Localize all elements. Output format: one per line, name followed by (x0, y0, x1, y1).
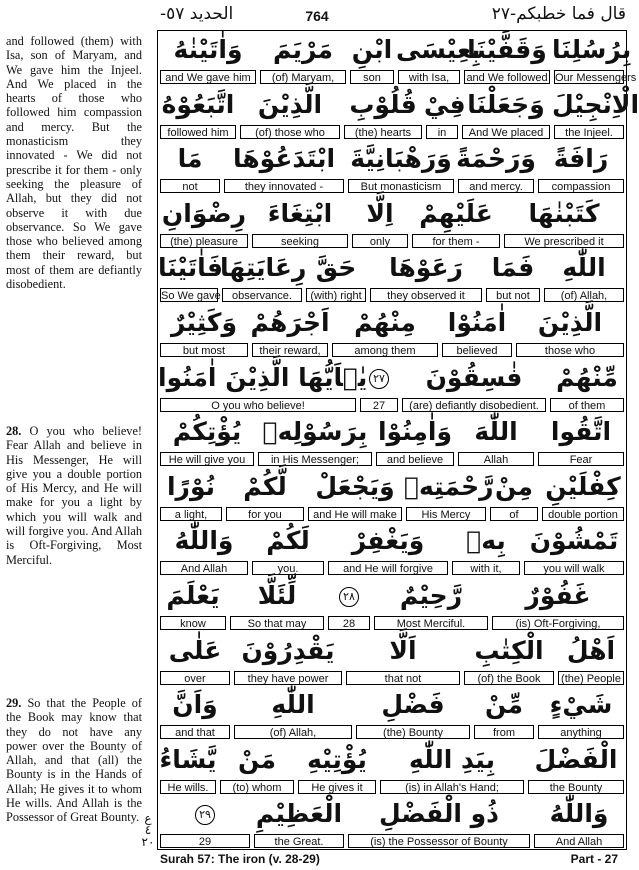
english-gloss: O you who believe! (160, 398, 356, 412)
arabic-word: وَاٰتَيْنٰهُ (173, 35, 243, 64)
arabic-word: مِّنْ (485, 690, 523, 720)
arabic-word: وَاَنَّ (172, 690, 218, 720)
arabic-word: وَيَغْفِرْ (351, 526, 425, 556)
page-footer (160, 852, 626, 868)
arabic-word: لَّكُمْ (243, 471, 287, 501)
word-row (158, 741, 626, 796)
english-gloss: the Great. (254, 834, 344, 848)
arabic-word: بِرُسُلِنَا (552, 35, 632, 64)
english-gloss: not (160, 179, 220, 193)
arabic-word: بِيَدِ اللّٰهِ (408, 744, 496, 774)
english-gloss: with Isa, (398, 70, 460, 84)
arabic-word: قُلُوْبِ (349, 89, 417, 119)
arabic-word: ابْتِغَاءَ (267, 198, 333, 228)
arabic-word: مِنْهُمْ (354, 308, 416, 337)
word-row (158, 413, 626, 468)
arabic-word: مَنْ (238, 744, 276, 774)
english-gloss: (is) in Allah's Hand; (380, 780, 524, 794)
arabic-word: الَّذِيْنَ (537, 308, 603, 337)
verse-marker: ٢٩ (195, 805, 215, 825)
footer-part: Part - 27 (570, 852, 618, 866)
english-gloss: 27 (360, 398, 398, 412)
arabic-word: الَّذِيْنَ (257, 89, 323, 119)
arabic-word: اَهْلُ (566, 635, 616, 665)
translation-paragraph: and followed (them) with Isa, son of Maryam, and We gave him the Injeel. And We placed in the hearts of those who followed him compassion and mercy. But the monasticism they innovated - We did not prescribe it for them - only seeking the pleasure of Allah, but they did not observe it with due observance. So We gave those who believed among them their reward, but most of them are defiantly disobedient. (6, 34, 142, 292)
word-row (158, 359, 626, 414)
english-gloss: (is) Oft-Forgiving, (492, 616, 624, 630)
arabic-word: يٰۤاَيُّهَا الَّذِيْنَ اٰمَنُوا (158, 362, 368, 392)
arabic-word: اتَّبَعُوْهُ (161, 89, 235, 119)
word-row (158, 140, 626, 195)
english-gloss: Fear (538, 452, 624, 466)
word-row (158, 632, 626, 687)
translation-block-29 (6, 696, 142, 825)
english-gloss: And We placed (462, 125, 550, 139)
english-gloss: (are) defiantly disobedient. (402, 398, 546, 412)
english-gloss: believed (442, 343, 512, 357)
english-gloss: (of) Allah, (544, 288, 624, 302)
word-by-word-grid (157, 30, 639, 850)
arabic-word: يَقْدِرُوْنَ (241, 635, 335, 665)
verse-marker: ٢٧ (369, 369, 389, 389)
arabic-word: كِفْلَيْنِ (545, 471, 621, 501)
english-gloss: of (490, 507, 538, 521)
arabic-word: الْاِنْجِيْلَ (552, 89, 639, 119)
english-gloss: His Mercy (406, 507, 486, 521)
english-gloss: Allah (458, 452, 534, 466)
english-gloss: know (160, 616, 226, 630)
english-gloss: anything (538, 725, 624, 739)
verse-number: 29. (6, 696, 22, 710)
arabic-word: اللّٰهَ (474, 417, 518, 447)
arabic-word: فَاٰتَيْنَا (158, 253, 223, 283)
english-gloss: He will give you (160, 452, 254, 466)
english-gloss: with it, (452, 561, 520, 575)
english-gloss: (the) People (558, 671, 624, 685)
arabic-word: فِيْ (424, 89, 466, 119)
arabic-word: رَافَةً (553, 144, 609, 174)
word-row (158, 522, 626, 577)
arabic-word: ابْتَدَعُوْهَا (232, 144, 336, 174)
english-gloss: observance. (222, 288, 302, 302)
english-gloss: from (474, 725, 534, 739)
arabic-word: بِرَسُوْلِهٖ (262, 417, 368, 447)
arabic-word: رَّحْمَتِهٖ (404, 471, 494, 501)
page-number: 764 (305, 8, 329, 24)
english-gloss: for them - (412, 234, 500, 248)
english-gloss: Most Merciful. (374, 616, 488, 630)
arabic-word: وَاٰمِنُوْا (377, 417, 453, 447)
english-gloss: among them (332, 343, 438, 357)
arabic-word: يُؤْتِيْهِ (307, 744, 367, 774)
arabic-word: رَّحِيْمٌ (399, 581, 463, 610)
arabic-word: اِلَّا (366, 198, 394, 228)
arabic-word: الْعَظِيْمِ (255, 799, 343, 829)
arabic-word: الْفَضْلَ (534, 744, 618, 774)
english-gloss: those who (516, 343, 624, 357)
arabic-word: اللّٰهِ (271, 690, 315, 720)
arabic-word: يَعْلَمَ (166, 581, 220, 610)
translation-paragraph: O you who believe! Fear Allah and believe in His Messenger, He will give you a double portion of His Mercy, and He will make for you a light by which you will walk and will forgive you. And Allah is Oft-Forgiving, Most Merciful. (6, 424, 143, 567)
english-gloss: over (160, 671, 230, 685)
english-gloss: (of) those who (240, 125, 340, 139)
english-gloss: He wills. (160, 780, 216, 794)
english-gloss: and that (160, 725, 230, 739)
arabic-word: مَا (177, 144, 203, 174)
english-gloss: seeking (252, 234, 348, 248)
arabic-word: وَرَهْبَانِيَّةَ (350, 144, 452, 174)
arabic-word: عَلٰى (168, 635, 222, 665)
english-gloss: (with) right (306, 288, 366, 302)
english-gloss: son (350, 70, 394, 84)
english-gloss: they innovated - (224, 179, 344, 193)
arabic-word: وَاللّٰهُ (174, 526, 234, 556)
english-gloss: (of) the Book (464, 671, 554, 685)
arabic-word: فَضْلِ (381, 690, 445, 720)
english-gloss: 29 (160, 834, 250, 848)
arabic-word: فَمَا (491, 253, 535, 283)
english-gloss: their reward, (252, 343, 328, 357)
arabic-word: مِنْ (495, 471, 533, 501)
arabic-word: وَكَثِيْرٌ (170, 308, 238, 337)
english-gloss: you. (252, 561, 324, 575)
arabic-word: تَمْشُوْنَ (529, 526, 619, 556)
english-gloss: And Allah (160, 561, 248, 575)
verse-marker: ٢٨ (339, 587, 359, 607)
verse-number: 28. (6, 424, 22, 438)
english-gloss: of them (550, 398, 624, 412)
english-gloss: you will walk (524, 561, 624, 575)
english-gloss: (the) hearts (344, 125, 422, 139)
english-gloss: and believe (376, 452, 454, 466)
arabic-word: رَعَوْهَا (389, 253, 463, 283)
arabic-word: مَرْيَمَ (272, 35, 334, 64)
arabic-word: وَقَفَّيْنَا (467, 35, 547, 64)
arabic-word: ابْنِ (351, 35, 393, 64)
arabic-word: يُؤْتِكُمْ (172, 417, 242, 447)
arabic-word: كَتَبْنٰهَا (528, 198, 600, 228)
english-gloss: (is) the Possessor of Bounty (348, 834, 530, 848)
arabic-word: عَلَيْهِمْ (419, 198, 493, 228)
arabic-word: الْكِتٰبِ (474, 635, 544, 665)
english-gloss: But monasticism (348, 179, 454, 193)
word-row (158, 577, 626, 632)
word-row (158, 86, 639, 141)
english-gloss: followed him (160, 125, 236, 139)
english-gloss: and He will make (308, 507, 402, 521)
arabic-word: لِّئَلَّا (257, 581, 297, 610)
arabic-word: اٰمَنُوْا (447, 308, 507, 337)
word-row (158, 686, 626, 741)
english-gloss: in His Messenger; (258, 452, 372, 466)
ruku-mark: ع ٤ ٢٠ (141, 811, 155, 849)
arabic-word: رِضْوَانِ (161, 198, 247, 228)
arabic-word: اَجْرَهُمْ (250, 308, 330, 337)
english-gloss: (to) whom (220, 780, 294, 794)
arabic-word: بِعِيْسَى (396, 35, 481, 64)
word-row (158, 795, 626, 850)
arabic-word: نُوْرًا (166, 471, 216, 501)
arabic-word: وَرَحْمَةً (456, 144, 536, 174)
english-gloss: but not (486, 288, 540, 302)
english-gloss: the Injeel. (554, 125, 624, 139)
english-gloss: (the) pleasure (160, 234, 248, 248)
english-gloss: Our Messengers (555, 72, 637, 84)
arabic-word: لَكُمْ (266, 526, 310, 556)
english-gloss: and We gave him (160, 70, 256, 84)
arabic-word: اَلَّا (389, 635, 417, 665)
arabic-word: بِهٖ (466, 526, 506, 556)
english-gloss: So that may (230, 616, 324, 630)
english-gloss: and We followed (464, 70, 550, 84)
english-gloss: (of) Allah, (234, 725, 352, 739)
english-gloss: they observed it (370, 288, 482, 302)
arabic-word: مِّنْهُمْ (556, 362, 618, 392)
arabic-word: وَيَجْعَلْ (315, 471, 395, 501)
word-row (158, 304, 626, 359)
english-gloss: but most (160, 343, 248, 357)
word-row (158, 195, 626, 250)
english-gloss: only (352, 234, 408, 248)
english-gloss: So We gave (161, 290, 221, 303)
english-gloss: they have power (234, 671, 342, 685)
footer-surah: Surah 57: The iron (v. 28-29) (160, 852, 320, 866)
page-header (0, 2, 634, 30)
translation-block-28 (6, 424, 142, 567)
arabic-word: رِعَايَتِهَا (220, 253, 307, 283)
arabic-word: وَجَعَلْنَا (467, 89, 545, 119)
english-gloss: (the) Bounty (356, 725, 470, 739)
arabic-word: يَّشَاءُ (159, 744, 217, 774)
english-gloss: And Allah (534, 834, 624, 848)
word-row (158, 249, 626, 304)
arabic-word: غَفُوْرٌ (525, 581, 591, 610)
arabic-word: وَاللّٰهُ (549, 799, 609, 829)
english-gloss: 28 (328, 616, 370, 630)
word-row (158, 31, 637, 86)
arabic-word: ذُو الْفَضْلِ (379, 799, 499, 829)
english-gloss: We prescribed it (504, 234, 624, 248)
english-gloss: double portion (542, 507, 624, 521)
english-gloss: a light, (160, 507, 222, 521)
arabic-word: اتَّقُوا (550, 417, 612, 447)
surah-title: الحديد ٥٧- (160, 4, 234, 24)
english-gloss: compassion (538, 179, 624, 193)
arabic-word: فٰسِقُوْنَ (425, 362, 523, 392)
english-gloss: the Bounty (528, 780, 624, 794)
english-gloss: in (426, 125, 458, 139)
english-gloss: and mercy. (458, 179, 534, 193)
arabic-word: اللّٰهِ (562, 253, 606, 283)
english-gloss: He gives it (298, 780, 376, 794)
english-gloss: and He will forgive (328, 561, 448, 575)
translation-block-1 (6, 34, 142, 291)
word-row (158, 468, 626, 523)
english-gloss: for you (226, 507, 304, 521)
english-gloss: that not (346, 671, 460, 685)
arabic-word: حَقَّ (315, 253, 357, 283)
english-gloss: (of) Maryam, (260, 70, 346, 84)
juz-title: قال فما خطبكم-٢٧ (491, 4, 626, 24)
arabic-word: شَيْءٍ (549, 690, 613, 720)
translation-paragraph: So that the People of the Book may know that they do not have any power over the Bounty of Allah, and that (all) the Bounty is in the Hands of Allah; He gives it to whom He wills. And Allah is the Possessor of Great Bounty. (6, 696, 142, 825)
